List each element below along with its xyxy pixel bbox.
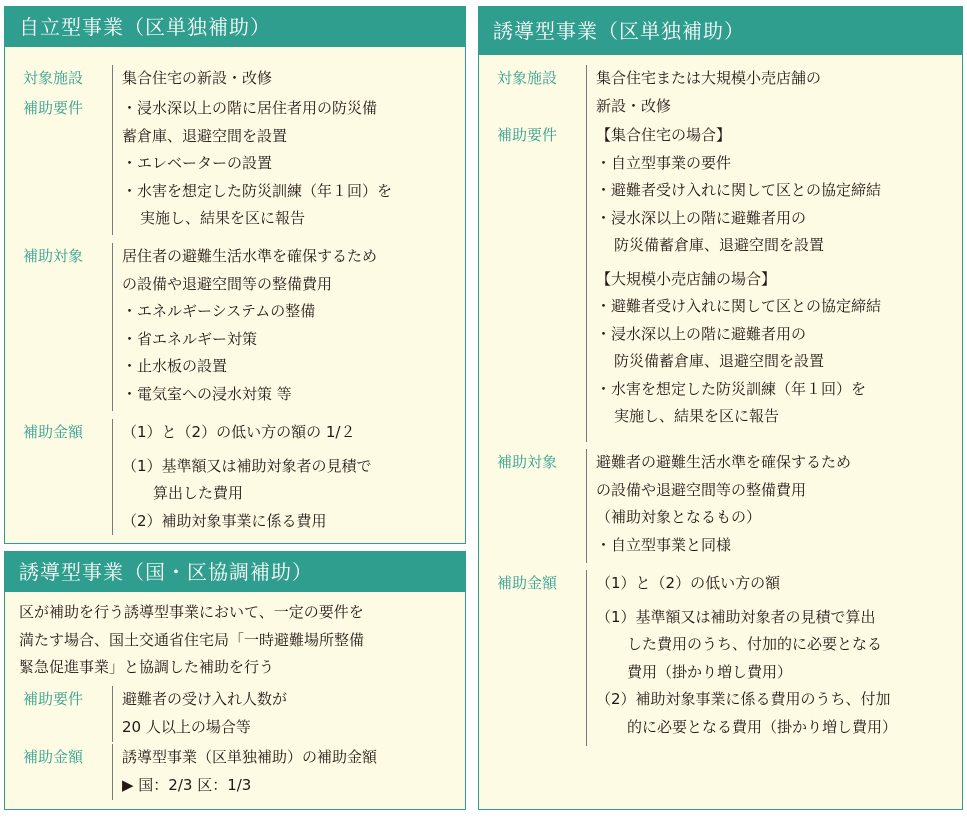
text-line: した費用のうち、付加的に必要となる xyxy=(627,635,883,653)
row-subsidy-target xyxy=(479,449,962,563)
text-line: 集合住宅または大規模小売店舗の xyxy=(596,69,822,87)
row-body xyxy=(586,65,821,123)
text-line: の設備や退避空間等の整備費用 xyxy=(122,274,333,293)
text-line: （2）補助対象事業に係る費用 xyxy=(122,511,327,530)
panel-self-reliant xyxy=(4,6,466,544)
text-line: ・止水板の設置 xyxy=(122,357,228,375)
text-line: 居住者の避難生活水準を確保するため xyxy=(122,247,378,265)
panel-guided xyxy=(478,6,963,810)
text-line: ・浸水深以上の階に居住者用の防災備 xyxy=(122,99,378,117)
row-requirements xyxy=(5,95,465,235)
row-body xyxy=(112,243,377,411)
text-line: ・浸水深以上の階に避難者用の xyxy=(596,208,807,227)
text-line: （1）基準額又は補助対象者の見積で xyxy=(122,456,372,475)
row-label: 補助対象 xyxy=(23,247,84,265)
row-subsidy-target xyxy=(5,243,465,411)
text-line: ・エネルギーシステムの整備 xyxy=(122,302,316,320)
row-label: 補助要件 xyxy=(23,99,84,117)
text-line: ・水害を想定した防災訓練（年１回）を xyxy=(122,181,393,200)
text-line: 防災備蓄倉庫、退避空間を設置 xyxy=(614,236,825,254)
row-body xyxy=(586,570,897,746)
row-label: 補助金額 xyxy=(23,423,84,441)
text-line: 蓄倉庫、退避空間を設置 xyxy=(122,126,288,145)
row-body xyxy=(586,449,851,563)
text-line: ・避難者受け入れに関して区との協定締結 xyxy=(596,297,882,315)
section-heading: 【集合住宅の場合】 xyxy=(596,126,732,144)
text-line: 集合住宅の新設・改修 xyxy=(122,69,273,87)
text-line: （補助対象となるもの） xyxy=(596,508,762,526)
text-line: ・避難者受け入れに関して区との協定締結 xyxy=(596,181,882,199)
row-target-facility xyxy=(479,65,962,123)
row-body xyxy=(112,744,377,800)
row-body xyxy=(112,419,372,535)
row-label: 対象施設 xyxy=(497,69,558,87)
row-body xyxy=(112,65,272,95)
row-label: 補助金額 xyxy=(497,574,558,592)
text-line: 防災備蓄倉庫、退避空間を設置 xyxy=(614,352,825,370)
row-label: 補助金額 xyxy=(23,748,84,766)
text-line: （1）基準額又は補助対象者の見積で算出 xyxy=(596,607,876,626)
row-label: 補助対象 xyxy=(497,453,558,471)
intro-text xyxy=(19,599,364,682)
text-line: ・電気室への浸水対策 等 xyxy=(122,384,292,403)
text-line: 避難者の避難生活水準を確保するため xyxy=(596,453,852,471)
text-line: ・エレベーターの設置 xyxy=(122,154,273,172)
row-label: 補助要件 xyxy=(23,690,84,708)
text-line: ・水害を想定した防災訓練（年１回）を xyxy=(596,379,867,398)
row-target-facility xyxy=(5,65,465,95)
text-line: （2）補助対象事業に係る費用のうち、付加 xyxy=(596,690,891,708)
text-line: ・浸水深以上の階に避難者用の xyxy=(596,324,807,343)
row-subsidy-amount xyxy=(5,744,465,800)
row-label: 対象施設 xyxy=(23,69,84,87)
text-line: ・省エネルギー対策 xyxy=(122,329,258,348)
text-line: ・自立型事業の要件 xyxy=(596,153,732,172)
text-line: 実施し、結果を区に報告 xyxy=(140,209,306,227)
text-line: （1）と（2）の低い方の額 xyxy=(596,574,781,592)
text-line: の設備や退避空間等の整備費用 xyxy=(596,480,807,499)
text-line: （1）と（2）の低い方の額の 1/２ xyxy=(122,423,356,441)
text-line: 誘導型事業（区単独補助）の補助金額 xyxy=(122,748,378,766)
section-heading: 【大規模小売店舗の場合】 xyxy=(596,269,777,288)
panel-title: 誘導型事業（区単独補助） xyxy=(479,7,962,55)
row-requirements xyxy=(5,686,465,742)
panel-title: 自立型事業（区単独補助） xyxy=(5,7,465,47)
row-body xyxy=(112,95,392,235)
text-line: 緊急促進事業」と協調した補助を行う xyxy=(19,658,275,676)
text-line: 区が補助を行う誘導型事業において、一定の要件を xyxy=(19,603,364,621)
row-subsidy-amount xyxy=(5,419,465,535)
row-subsidy-amount xyxy=(479,570,962,746)
text-line: 的に必要となる費用（掛かり増し費用） xyxy=(627,717,898,736)
text-line: ▶ 国：2/3 区：1/3 xyxy=(122,775,252,794)
text-line: ・自立型事業と同様 xyxy=(596,535,732,554)
text-line: 実施し、結果を区に報告 xyxy=(614,407,780,425)
text-line: 満たす場合、国土交通省住宅局「一時避難場所整備 xyxy=(19,630,365,649)
panel-title: 誘導型事業（国・区協調補助） xyxy=(5,552,465,592)
text-line: 新設・改修 xyxy=(596,96,672,115)
row-requirements xyxy=(479,122,962,442)
text-line: 費用（掛かり増し費用） xyxy=(627,662,793,681)
text-line: 20 人以上の場合等 xyxy=(122,717,251,736)
text-line: 算出した費用 xyxy=(153,484,244,502)
panel-cooperative xyxy=(4,551,466,810)
text-line: 避難者の受け入れ人数が xyxy=(122,690,288,708)
row-label: 補助要件 xyxy=(497,126,558,144)
row-body xyxy=(112,686,287,742)
row-body xyxy=(586,122,881,442)
